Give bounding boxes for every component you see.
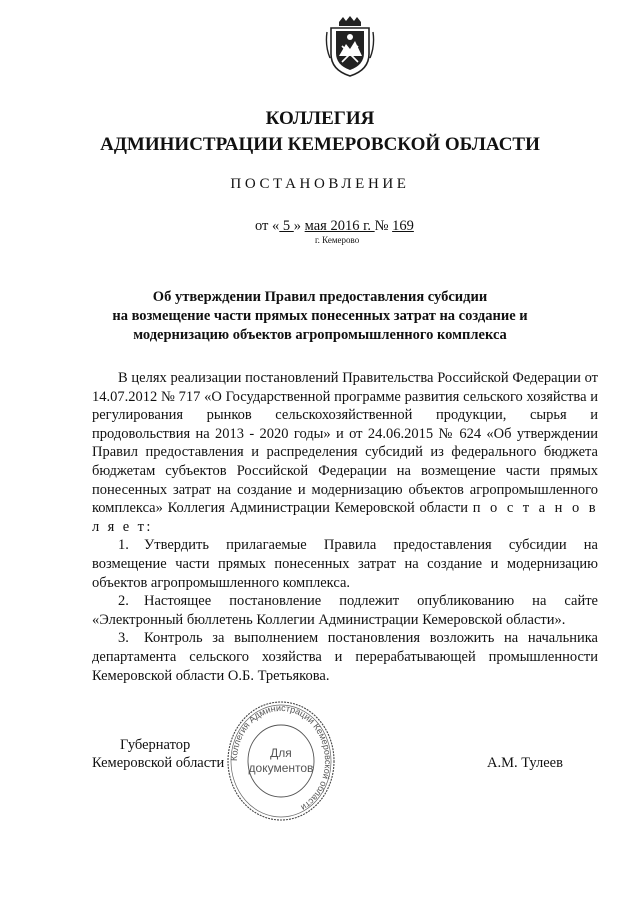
item-text: Утвердить прилагаемые Правила предоставления субсидии на возмещение части прямых понесенных затрат на создание и модернизацию объектов агропромышленного комплекса. — [92, 537, 598, 591]
item-number: 3. — [118, 630, 129, 647]
signer-position-line2: Кемеровской области — [92, 755, 225, 771]
stamp-center-line1: Для — [270, 746, 292, 760]
list-item — [92, 629, 598, 685]
resolves-text: п о с т а н о в л я е т: — [92, 500, 598, 535]
document-number: 169 — [392, 218, 414, 234]
item-text: Настоящее постановление подлежит опубликованию на сайте «Электронный бюллетень Коллегии Администрации Кемеровской области». — [92, 593, 598, 628]
item-text: Контроль за выполнением постановления возложить на начальника департамента сельского хозяйства и перерабатывающей промышленности Кемеровской области О.Б. Третьякова. — [92, 630, 598, 684]
coat-of-arms-emblem — [325, 16, 375, 78]
preamble-paragraph — [92, 369, 598, 536]
date-day: 5 — [279, 218, 294, 234]
date-month-year: мая 2016 г. — [304, 218, 375, 234]
title-line: модернизацию объектов агропромышленного комплекса — [133, 327, 507, 343]
document-type: ПОСТАНОВЛЕНИЕ — [230, 176, 410, 192]
item-number: 2. — [118, 593, 129, 610]
date-mid: » — [293, 218, 305, 234]
title-line: Об утверждении Правил предоставления субсидии — [152, 289, 488, 305]
document-title — [0, 288, 640, 345]
list-item — [92, 592, 598, 629]
title-line: на возмещение части прямых понесенных затрат на создание и — [112, 308, 528, 324]
number-sign: № — [374, 218, 393, 234]
item-number: 1. — [118, 537, 129, 554]
signer-name: А.М. Тулеев — [487, 755, 563, 771]
date-prefix: от « — [255, 218, 280, 234]
stamp-center-line2: документов — [248, 761, 314, 775]
official-stamp — [226, 700, 336, 822]
city-label: г. Кемерово — [315, 235, 360, 245]
document-date-number — [255, 218, 414, 235]
signer-position-line1: Губернатор — [120, 737, 191, 753]
stamp-ring-text: Коллегия Администрации Кемеровской области — [228, 702, 334, 813]
preamble-text: В целях реализации постановлений Правительства Российской Федерации от 14.07.2012 № 717 «О Государственной программе развития сельского хозяйства и регулирования рынков сельскохозяйственной продукции, сырья и продовольствия на 2013 - 2020 годы» и от 24.06.2015 № 624 «Об утверждении Правил предоставления и распределения субсидий из федерального бюджета бюджетам субъектов Российской Федерации на возмещение части прямых понесенных затрат на создание и модернизацию объектов агропромышленного комплекса» Коллегия Администрации Кемеровской области — [92, 370, 598, 517]
org-title-line1: КОЛЛЕГИЯ — [265, 108, 375, 129]
org-title-line2: АДМИНИСТРАЦИИ КЕМЕРОВСКОЙ ОБЛАСТИ — [100, 134, 540, 155]
document-body — [92, 369, 598, 685]
list-item — [92, 536, 598, 592]
